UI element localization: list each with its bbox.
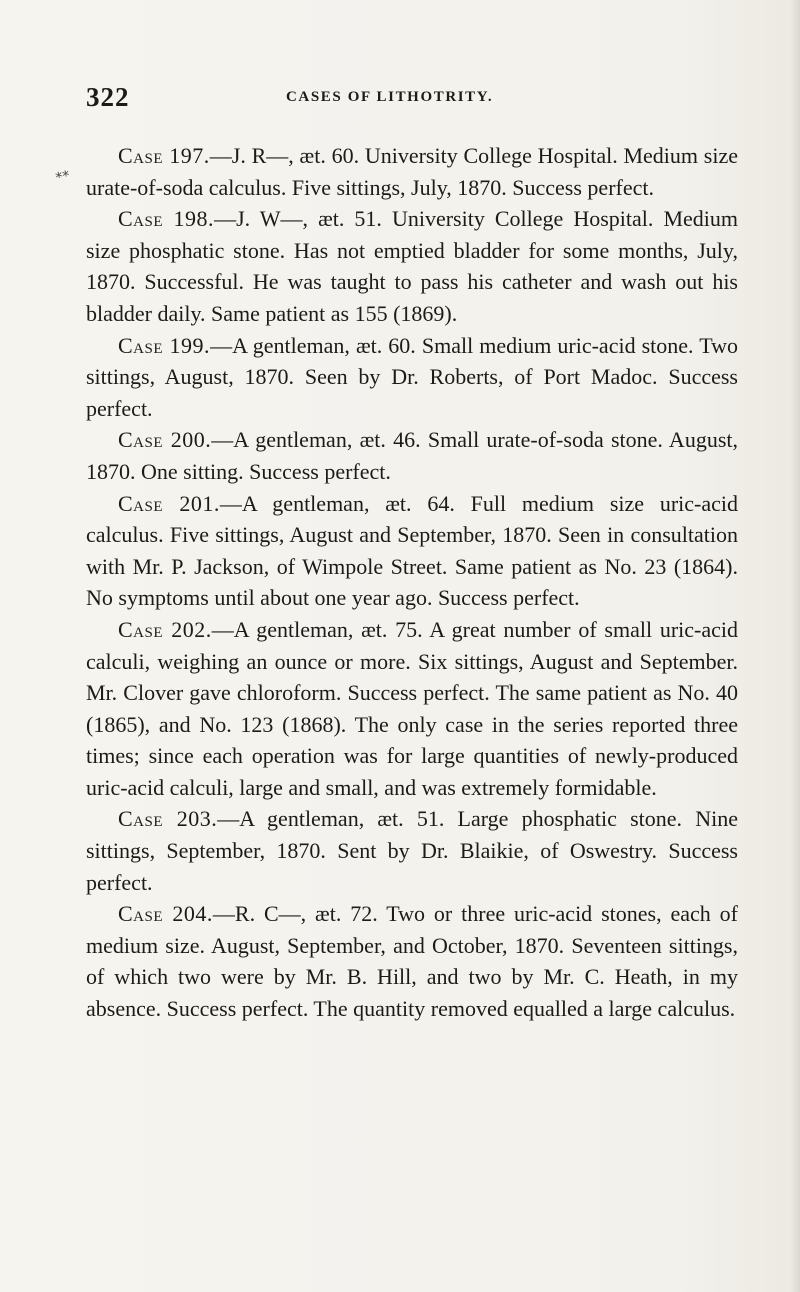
case-201	[86, 488, 738, 614]
margin-mark: ⁎⁎	[53, 164, 71, 183]
case-text: —A gentleman, æt. 64. Full medium size uric-acid calculus. Five sittings, August and September, 1870. Seen in consultation with Mr. P. Jackson, of Wimpole Street. Same patient as No. 23 (1864). No symptoms until about one year ago. Success perfect.	[86, 490, 739, 611]
case-204	[86, 898, 738, 1024]
case-text: —J. R—, æt. 60. University College Hospital. Medium size urate-of-soda calculus. Five sittings, July, 1870. Success perfect.	[86, 143, 738, 200]
page-edge-shadow	[790, 0, 800, 1292]
case-198	[86, 203, 738, 329]
case-text: —R. C—, æt. 72. Two or three uric-acid stones, each of medium size. August, September, and October, 1870. Seventeen sittings, of which two were by Mr. B. Hill, and two by Mr. C. Heath, in my absence. Success perfect. The quantity removed equalled a large calculus.	[86, 901, 738, 1022]
case-text: —A gentleman, æt. 60. Small medium uric-acid stone. Two sittings, August, 1870. Seen by Dr. Roberts, of Port Madoc. Success perfect.	[86, 332, 738, 421]
case-label: Case 203.	[118, 806, 218, 832]
case-list	[86, 140, 738, 1025]
case-label: Case 201.	[118, 490, 220, 516]
case-text: —J. W—, æt. 51. University College Hospital. Medium size phosphatic stone. Has not emptied bladder for some months, July, 1870. Successful. He was taught to pass his catheter and wash out his bladder daily. Same patient as 155 (1869).	[86, 206, 738, 326]
case-label: Case 199.	[118, 332, 211, 358]
case-199	[86, 330, 738, 425]
case-label: Case 202.	[118, 616, 212, 642]
running-head: CASES OF LITHOTRITY.	[286, 89, 494, 105]
page-header	[86, 82, 726, 112]
case-text: —A gentleman, æt. 46. Small urate-of-soda stone. August, 1870. One sitting. Success perfect.	[86, 427, 738, 484]
case-label: Case 198.	[118, 206, 215, 232]
case-label: Case 204.	[118, 901, 213, 927]
case-text: —A gentleman, æt. 51. Large phosphatic stone. Nine sittings, September, 1870. Sent by Dr. Blaikie, of Oswestry. Success perfect.	[86, 806, 738, 895]
case-label: Case 197.	[118, 143, 210, 168]
case-197	[86, 140, 738, 203]
page-number: 322	[86, 82, 130, 112]
case-202	[86, 614, 738, 804]
case-label: Case 200.	[118, 427, 212, 453]
case-200	[86, 424, 738, 487]
case-203	[86, 803, 738, 898]
case-text: —A gentleman, æt. 75. A great number of small uric-acid calculi, weighing an ounce or more. Six sittings, August and September. Mr. Clover gave chloroform. Success perfect. The same patient as No. 40 (1865), and No. 123 (1868). The only case in the series reported three times; since each operation was for large quantities of newly-produced uric-acid calculi, large and small, and was extremely formidable.	[86, 616, 738, 800]
